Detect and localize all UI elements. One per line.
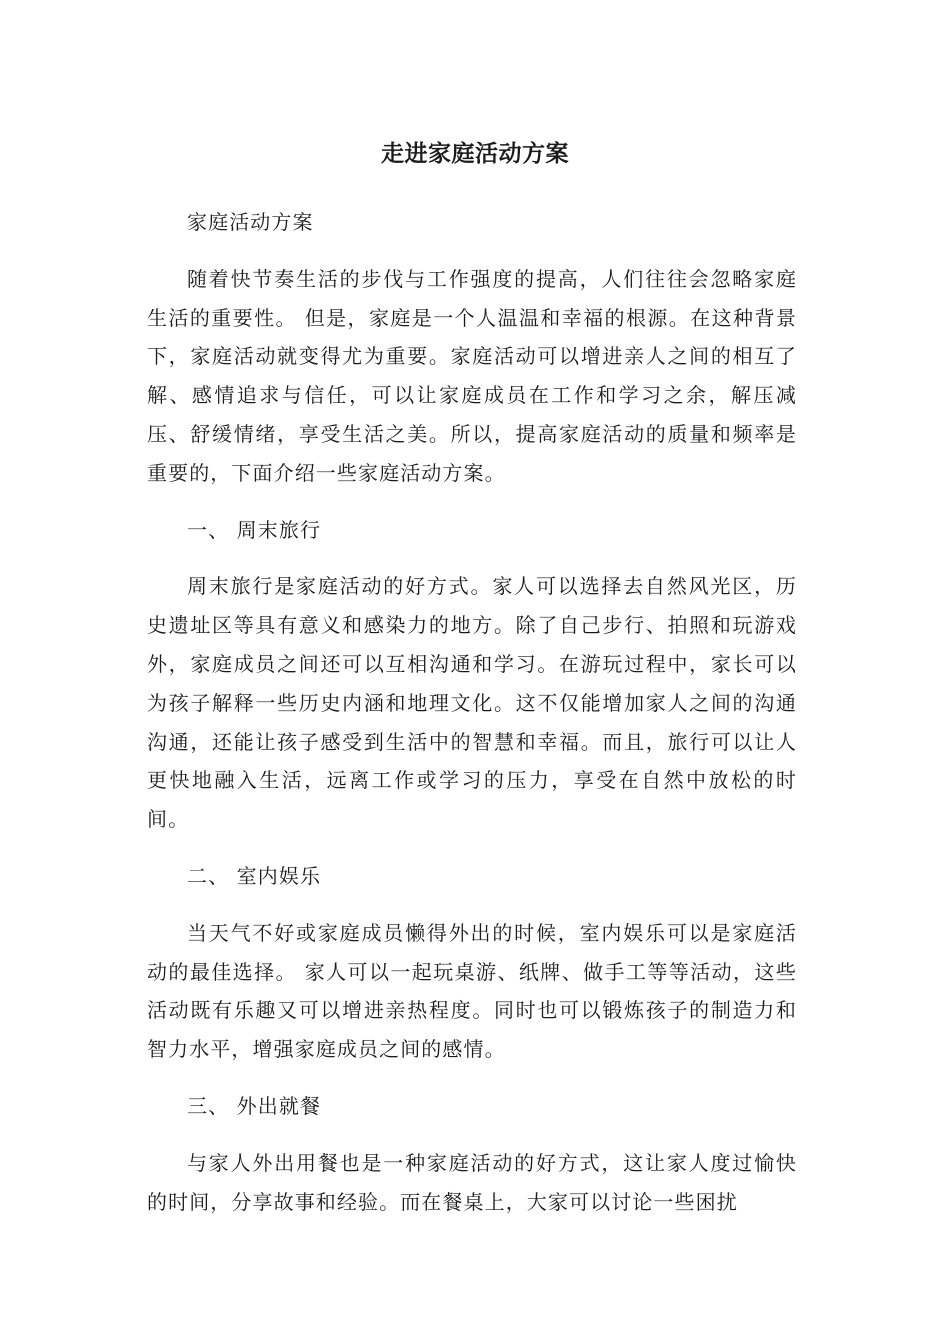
document-title: 走进家庭活动方案 — [381, 141, 569, 167]
spacer — [147, 839, 797, 857]
spacer — [147, 1126, 797, 1144]
document-subtitle: 家庭活动方案 — [187, 210, 314, 234]
intro-paragraph: 随着快节奏生活的步伐与工作强度的提高，人们往往会忽略家庭生活的重要性。 但是，家庭是一个人温温和幸福的根源。在这种背景下，家庭活动就变得尤为重要。家庭活动可以增进亲人之间的相互了解、感情追求与信任，可以让家庭成员在工作和学习之余，解压减压、舒缓情绪，享受生活之美。所以，提高家庭活动的质量和频率是重要的，下面介绍一些家庭活动方案。 — [147, 266, 797, 485]
section-heading-weekend-trip: 一、 周末旅行 — [187, 517, 322, 542]
document-body — [147, 203, 797, 1221]
section-paragraph-dining-out: 与家人外出用餐也是一种家庭活动的好方式，这让家人度过愉快的时间，分享故事和经验。而在餐桌上，大家可以讨论一些困扰 — [147, 1150, 797, 1214]
section-paragraph-weekend-trip: 周末旅行是家庭活动的好方式。家人可以选择去自然风光区，历史遗址区等具有意义和感染力的地方。除了自己步行、拍照和玩游戏外，家庭成员之间还可以互相沟通和学习。在游玩过程中，家长可以为孩子解释一些历史内涵和地理文化。这不仅能增加家人之间的沟通沟通，还能让孩子感受到生活中的智慧和幸福。而且，旅行可以让人更快地融入生活，远离工作或学习的压力，享受在自然中放松的时间。 — [147, 574, 797, 832]
section-heading-indoor-entertainment: 二、 室内娱乐 — [187, 863, 322, 888]
spacer — [147, 896, 797, 914]
spacer — [147, 242, 797, 260]
spacer — [147, 1069, 797, 1087]
section-heading-dining-out: 三、 外出就餐 — [187, 1093, 322, 1118]
section-paragraph-indoor-entertainment: 当天气不好或家庭成员懒得外出的时候，室内娱乐可以是家庭活动的最佳选择。 家人可以一起玩桌游、纸牌、做手工等等活动，这些活动既有乐趣又可以增进亲热程度。同时也可以锻炼孩子的制造力和智力水平，增强家庭成员之间的感情。 — [147, 920, 797, 1062]
spacer — [147, 549, 797, 567]
spacer — [147, 493, 797, 511]
